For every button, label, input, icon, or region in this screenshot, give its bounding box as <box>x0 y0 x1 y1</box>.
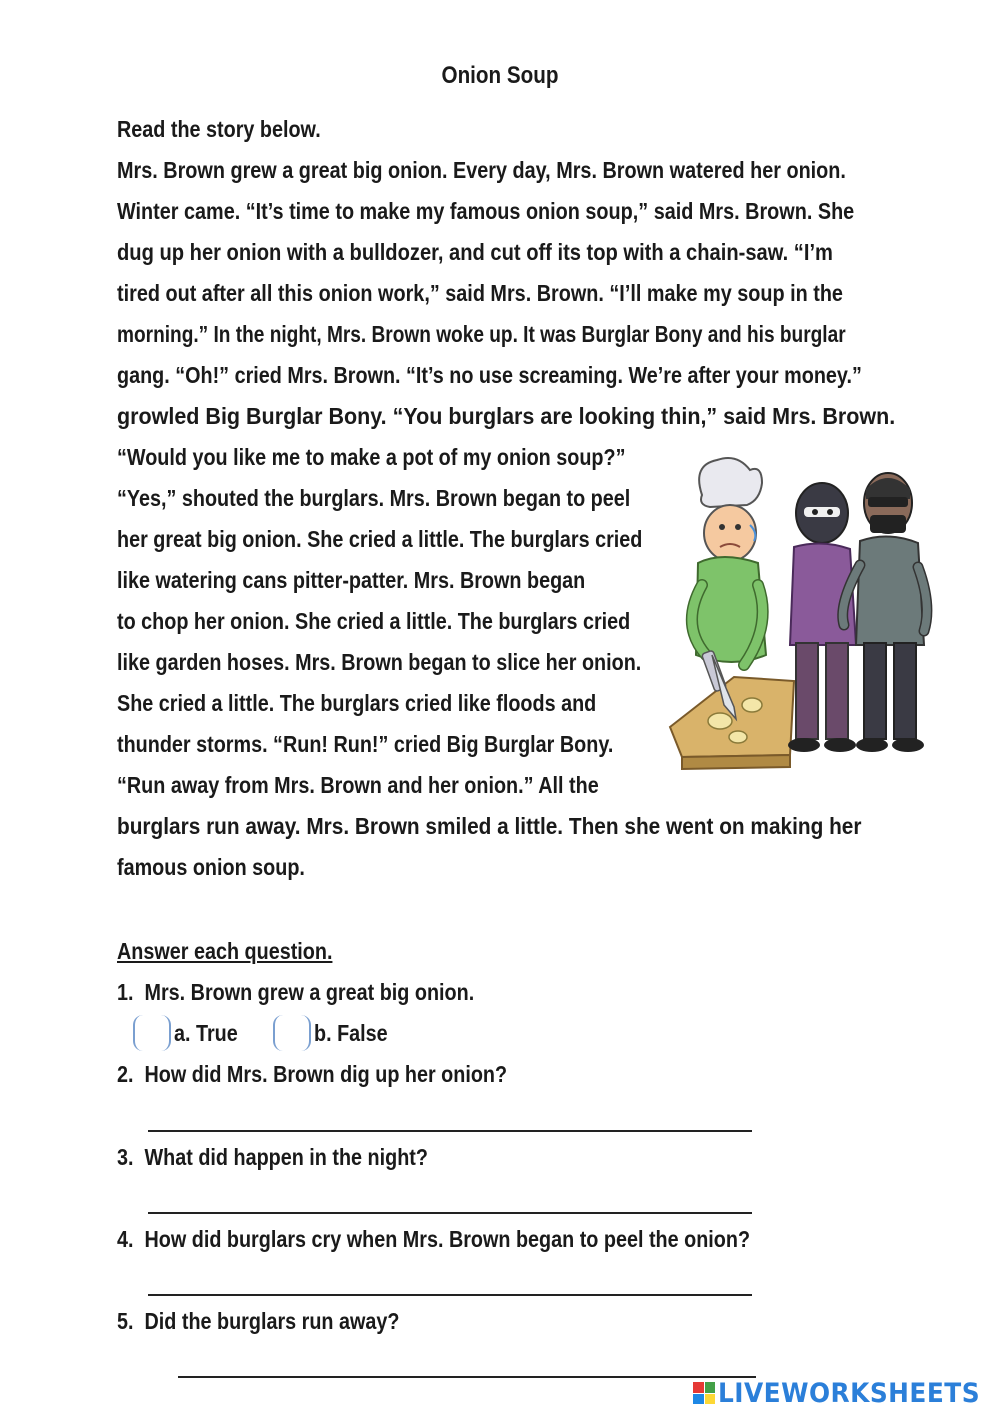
question-number: 5. <box>117 1308 134 1334</box>
story-line: “Yes,” shouted the burglars. Mrs. Brown began to peel <box>117 485 631 511</box>
question-3 <box>117 1142 428 1172</box>
intro-text: Read the story below. <box>117 116 321 142</box>
story-line: like garden hoses. Mrs. Brown began to slice her onion. <box>117 649 642 675</box>
question-4 <box>117 1224 750 1254</box>
liveworksheets-logo[interactable] <box>693 1376 1000 1410</box>
story-line: Mrs. Brown grew a great big onion. Every day, Mrs. Brown watered her onion. <box>117 157 846 183</box>
question-2 <box>117 1059 507 1089</box>
question-number: 2. <box>117 1061 134 1087</box>
question-1 <box>117 977 474 1007</box>
question-text: Mrs. Brown grew a great big onion. <box>144 979 475 1005</box>
option-a-label: a. True <box>174 1020 238 1046</box>
story-line: famous onion soup. <box>117 854 305 880</box>
option-b-checkbox[interactable] <box>273 1015 311 1051</box>
question-number: 3. <box>117 1144 134 1170</box>
logo-icon <box>693 1382 715 1404</box>
cutting-board <box>670 677 794 769</box>
questions-heading: Answer each question. <box>117 938 333 964</box>
option-b-label: b. False <box>314 1020 388 1046</box>
question-text: How did Mrs. Brown dig up her onion? <box>144 1061 508 1087</box>
question-text: What did happen in the night? <box>144 1144 428 1170</box>
story-line: like watering cans pitter-patter. Mrs. Brown began <box>117 567 586 593</box>
page-title: Onion Soup <box>441 62 559 89</box>
burglar-figure <box>843 473 927 752</box>
story-line: dug up her onion with a bulldozer, and cut off its top with a chain-saw. “I’m <box>117 239 833 265</box>
story-line: “Would you like me to make a pot of my onion soup?” <box>117 444 626 470</box>
question-number: 4. <box>117 1226 134 1252</box>
answer-line-2[interactable] <box>148 1130 752 1132</box>
story-illustration <box>662 455 937 775</box>
story-line: Winter came. “It’s time to make my famous onion soup,” said Mrs. Brown. She <box>117 198 855 224</box>
story-line: her great big onion. She cried a little. The burglars cried <box>117 526 643 552</box>
logo-text: LIVEWORKSHEETS <box>718 1377 981 1409</box>
story-line: to chop her onion. She cried a little. The burglars cried <box>117 608 631 634</box>
story-line: growled Big Burglar Bony. “You burglars are looking thin,” said Mrs. Brown. <box>117 403 896 429</box>
story-line: gang. “Oh!” cried Mrs. Brown. “It’s no use screaming. We’re after your money.” <box>117 362 862 388</box>
answer-line-3[interactable] <box>148 1212 752 1214</box>
question-number: 1. <box>117 979 134 1005</box>
answer-line-4[interactable] <box>148 1294 752 1296</box>
answer-line-5[interactable] <box>178 1376 756 1378</box>
question-text: How did burglars cry when Mrs. Brown began to peel the onion? <box>144 1226 751 1252</box>
story-line: She cried a little. The burglars cried like floods and <box>117 690 597 716</box>
option-a-checkbox[interactable] <box>133 1015 171 1051</box>
question-5 <box>117 1306 399 1336</box>
story-line: morning.” In the night, Mrs. Brown woke up. It was Burglar Bony and his burglar <box>117 321 846 347</box>
story-line: “Run away from Mrs. Brown and her onion.” All the <box>117 772 599 798</box>
question-text: Did the burglars run away? <box>144 1308 400 1334</box>
story-line: tired out after all this onion work,” said Mrs. Brown. “I’ll make my soup in the <box>117 280 843 306</box>
story-line: burglars run away. Mrs. Brown smiled a little. Then she went on making her <box>117 813 862 839</box>
story-line: thunder storms. “Run! Run!” cried Big Burglar Bony. <box>117 731 614 757</box>
